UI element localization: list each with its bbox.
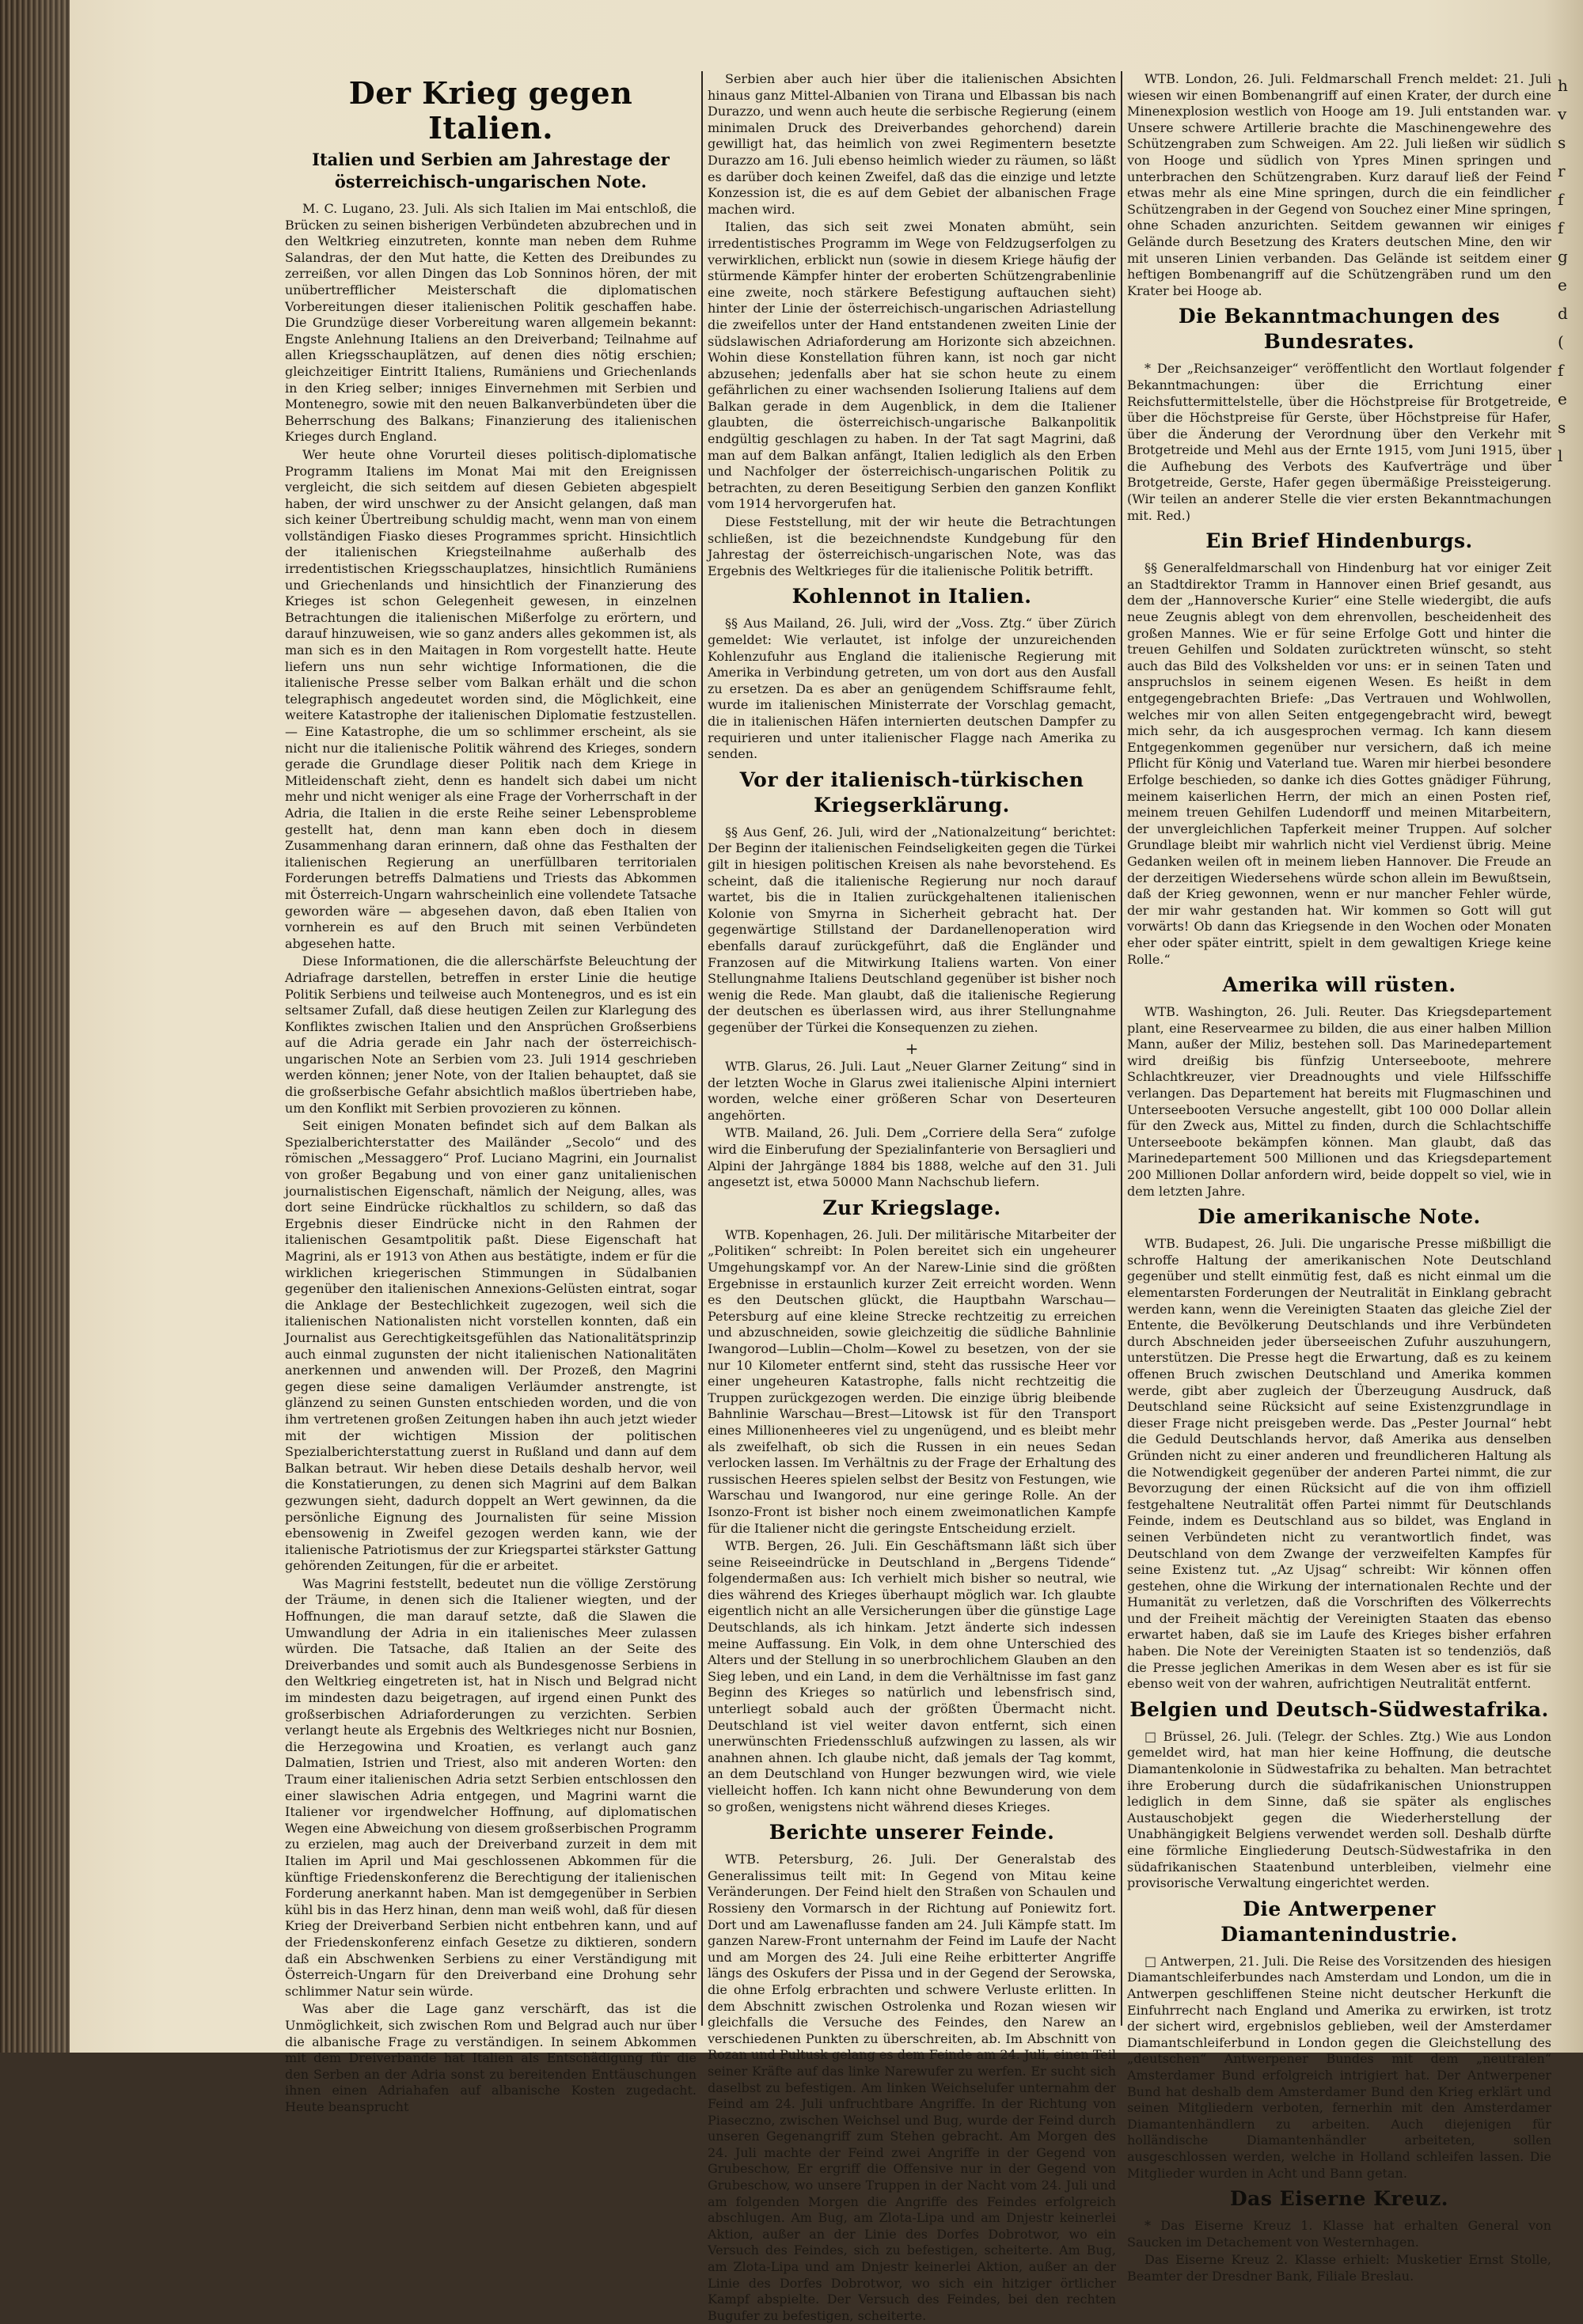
headline-krieg-italien: Der Krieg gegen Italien. <box>348 75 633 146</box>
paragraph: * Der „Reichsanzeiger“ veröffentlicht den Wortlaut folgender Bekanntmachungen: über die Errichtung einer Reichsfuttermittelstelle, über die Höchstpreise für Brotgetreide, über die Höchstpreise für Gerste, über Höchstpreise für Hafer, über die Änderung der Verordnung über den Verkehr mit Brotgetreide und Mehl aus der Ernte 1915, vom Juni 1915, über die Aufhebung des Verbots des Kaufverträge und über Brotgetreide, Gerste, Hafer gegen übermäßige Preissteigerung. (Wir teilen an anderer Stelle die vier ersten Bekanntmachungen mit. Red.) <box>1127 361 1551 523</box>
column-2 <box>708 71 1116 2323</box>
book-binding <box>0 0 70 2053</box>
edge-glyph: r <box>1558 161 1566 180</box>
paragraph: Diese Informationen, die die allerschärfste Beleuchtung der Adriafrage darstellen, betreffen in erster Linie die heutige Politik Serbiens und teilweise auch Montenegros, und es ist ein seltsamer Zufall, daß diese heutigen Zeilen zur Klarlegung des Konfliktes zwischen Italien und den Ansprüchen Großserbiens auf die Adria gerade ein Jahr nach der österreichisch-ungarischen Note an Serbien vom 23. Juli 1914 geschrieben werden können; jener Note, von der Italien behauptet, daß sie die großserbische Gefahr absichtlich maßlos übertrieben habe, um den Konflikt mit Serbien provozieren zu können. <box>285 953 697 1116</box>
paragraph: WTB. Mailand, 26. Juli. Dem „Corriere della Sera“ zufolge wird die Einberufung der Spezialinfanterie von Bersaglieri und Alpini der Jahrgänge 1884 bis 1888, welche auf den 31. Juli angesetzt ist, etwa 50000 Mann Nachschub liefern. <box>708 1125 1116 1190</box>
article-eiserne-kreuz <box>1127 2218 1551 2284</box>
headline-kohlennot: Kohlennot in Italien. <box>792 585 1032 608</box>
headline-bundesrat: Die Bekanntmachungen des Bundesrates. <box>1178 305 1501 354</box>
paragraph: WTB. Budapest, 26. Juli. Die ungarische Presse mißbilligt die schroffe Haltung der amerikanischen Note Deutschland gegenüber und stellt einmütig fest, daß es nicht einmal um die elementarsten Forderungen der Neutralität in Einklang gebracht werden kann, wenn die Vereinigten Staaten das gleiche Ziel der Entente, die Bevölkerung Deutschlands und ihre Verbündeten durch Abschneiden jeder überseeischen Zufuhr auszuhungern, unterstützen. Die Presse hegt die Erwartung, daß es zu keinem offenen Bruch zwischen Deutschland und Amerika kommen werde, gibt aber zugleich der Überzeugung Ausdruck, daß Deutschland seine Rücksicht auf seine Existenzgrundlage in dieser Frage nicht preisgeben werde. Das „Pester Journal“ hebt die Geduld Deutschlands hervor, daß Amerika aus denselben Gründen nicht zu einer anderen und freundlicheren Haltung als die Notwendigkeit gegenüber der anderen Partei nimmt, die zur Bevorzugung der einen Rücksicht auf die von ihm offiziell festgehaltene Neutralität offen Partei nimmt für Deutschlands Feinde, indem es Deutschland aus so bildet, was England in seinen Verbündeten nicht zu verantwortlich findet, was Deutschland von dem Zwange der verzweifelten Kampfes für seine Existenz tut. „Az Ujsag“ schreibt: Wir können offen gestehen, ohne die Wirkung der internationalen Rechte und der Humanität zu verletzen, daß die Vorschriften des Völkerrechts und der Freiheit mächtig der Vereinigten Staaten das ebenso erwartet haben, daß sie im Laufe des Krieges bisher erfahren haben. Die Note der Vereinigten Staaten ist so tendenziös, daß die Presse jeglichen Amerikas in dem Wesen aber es ist für sie ebenso weit von der wahren, aufrichtigen Neutralität entfernt. <box>1127 1236 1551 1692</box>
paragraph: Wer heute ohne Vorurteil dieses politisch-diplomatische Programm Italiens im Monat Mai mit den Ereignissen vergleicht, die sich seitdem auf diesen Gebieten abgespielt haben, der wird unschwer zu der Ansicht gelangen, daß man sich keiner Übertreibung schuldig macht, wenn man von einem vollständigen Fiasko dieses Programmes spricht. Hinsichtlich der italienischen Kriegsteilnahme außerhalb des irredentistischen Kriegsschauplatzes, hinsichtlich Rumäniens und Griechenlands und hinsichtlich der Finanzierung des Krieges ist schon Gelegenheit gewesen, in einzelnen Betrachtungen die italienischen Mißerfolge zu erörtern, und darauf hinzuweisen, wie so ganz anders alles gekommen ist, als man sich es in den Maitagen in Rom vorgestellt hatte. Heute liefern uns nun sehr wichtige Informationen, die die italienische Presse selber vom Balkan erhält und die schon telegraphisch angedeutet worden sind, die Möglichkeit, eine weitere Katastrophe der italienischen Diplomatie festzustellen. — Eine Katastrophe, die um so schlimmer erscheint, als sie nicht nur die italienische Politik während des Krieges, sondern gerade die Grundlage dieser Politik nach dem Kriege in Mitleidenschaft zieht, denn es handelt sich dabei um nicht mehr und nicht weniger als eine Frage der Vorherrschaft in der Adria, die Italien in die erste Reihe seiner Lebensprobleme gestellt hat, denn man kann eben doch in diesem Zusammenhang daran erinnern, daß ohne das Festhalten der italienischen Regierung an unerfüllbaren territorialen Forderungen betreffs Dalmatiens und Triests das Abkommen mit Österreich-Ungarn wahrscheinlich eine vollendete Tatsache geworden wäre — abgesehen davon, daß eben Italien von vornherein es auf den Bruch mit seinen Verbündeten abgesehen hatte. <box>285 446 697 951</box>
paragraph: WTB. London, 26. Juli. Feldmarschall French meldet: 21. Juli wiesen wir einen Bombenangriff auf einen Krater, der durch eine Minenexplosion westlich von Hooge am 19. Juli entstanden war. Unsere schwere Artillerie brachte die Maschinengewehre des Schützengraben zum Schweigen. Am 22. Juli ließen wir südlich von Hooge und südlich von Ypres Minen springen und unterbrachen den Schützengraben. Kurz darauf ließ der Feind etwas mehr als eine Mine springen, durch die ein feindlicher Schützengraben in der Gegend von Souchez einer Mine springen, ohne Schaden anzurichten. Seitdem gewannen wir einiges Gelände durch Besetzung des Kraters deutschen Mine, den wir mit unseren Linien verbanden. Das Gelände ist seitdem einer heftigen Bombenangriff auf die Schützengräben rund um den Krater bei Hooge ab. <box>1127 71 1551 298</box>
edge-glyph: d <box>1558 304 1568 323</box>
edge-glyph: s <box>1558 133 1566 152</box>
next-page-edge-fragment <box>1558 71 1583 2026</box>
article-alpini <box>708 1059 1116 1191</box>
article-body-continued <box>708 71 1116 579</box>
paragraph: WTB. Bergen, 26. Juli. Ein Geschäftsmann läßt sich über seine Reiseeindrücke in Deutschland in „Bergens Tidende“ folgendermaßen aus: Ich verhielt mich bisher so neutral, wie dies während des Krieges überhaupt möglich war. Ich glaubte eigentlich nicht an alle Versicherungen über die günstige Lage Deutschlands, als ich hinkam. Jetzt änderte sich indessen meine Auffassung. Ein Volk, in dem ohne Unterschied des Alters und der Stellung in so unerbrochlichem Glauben an den Sieg leben, und ein Land, in dem die Verhältnisse im fast ganz Beginn des Krieges so natürlich und lebensfrisch sind, unterliegt sobald auch der größten Übermacht nicht. Deutschland ist viel weiter davon entfernt, sich einen unerwünschten Friedensschluß aufzwingen zu lassen, als wir anahnen ahnen. Ich glaube nicht, daß jemals der Tag kommt, an dem Deutschland von Hunger bezwungen wird, wie viele vielleicht hoffen. Ich kann nicht ohne Bewunderung von dem so großen, wenigstens nicht während dieses Krieges. <box>708 1538 1116 1814</box>
edge-glyph: v <box>1558 104 1567 123</box>
article-amerikanische-note <box>1127 1236 1551 1693</box>
edge-glyph: f <box>1558 361 1564 380</box>
edge-glyph: e <box>1558 389 1567 408</box>
paragraph: * Das Eiserne Kreuz 1. Klasse hat erhalten General von Saucken im Detachement von Westernhagen. <box>1127 2218 1551 2250</box>
headline-eiserne-kreuz: Das Eiserne Kreuz. <box>1229 2187 1449 2211</box>
edge-glyph: ( <box>1558 332 1564 351</box>
article-body <box>285 201 697 2115</box>
paragraph: WTB. Glarus, 26. Juli. Laut „Neuer Glarner Zeitung“ sind in der letzten Woche in Glarus zwei italienische Alpini interniert worden, welche einer größeren Schar von Deserteuren angehörten. <box>708 1059 1116 1123</box>
article-kohlennot <box>708 616 1116 762</box>
column-rule-2 <box>1121 71 1122 2026</box>
paragraph: WTB. Kopenhagen, 26. Juli. Der militärische Mitarbeiter der „Politiken“ schreibt: In Polen bereitet sich ein ungeheurer Umgehungskampf vor. An der Narew-Linie sind die größten Ergebnisse in erstaunlich kurzer Zeit erreicht worden. Wenn es den Deutschen glückt, die Hauptbahn Warschau—Petersburg auf eine kleine Strecke rechtzeitig zu erreichen und abzuschneiden, sowie gleichzeitig die südliche Bahnlinie Iwangorod—Lublin—Cholm—Kowel zu besetzen, von der sie nur 10 Kilometer entfernt sind, steht das russische Heer vor einer ungeheuren Katastrophe, falls nicht rechtzeitig die Truppen zurückgezogen werden. Die einzige übrig bleibende Bahnlinie Warschau—Brest—Litowsk ist für den Transport eines Millionenheeres viel zu ungenügend, und es bleibt mehr als zweifelhaft, ob sich die Russen in ein neues Sedan verlocken lassen. Im Verhältnis zu der Frage der Erhaltung des russischen Heeres spielen selbst der Besitz von Festungen, wie Warschau und Iwangorod, nur eine geringe Rolle. An der Isonzo-Front ist bisher noch einem zweimonatlichen Kampfe für die Italiener nicht die geringste Entscheidung erzielt. <box>708 1226 1116 1536</box>
edge-glyph: f <box>1558 190 1564 209</box>
edge-glyph: e <box>1558 275 1567 294</box>
headline-berichte-feinde: Berichte unserer Feinde. <box>769 1821 1055 1844</box>
column-rule-1 <box>701 71 703 2026</box>
paragraph: Italien, das sich seit zwei Monaten abmüht, sein irredentistisches Programm im Wege von Feldzugserfolgen zu verwirklichen, erblickt nun (sowie in diesem Kriege häufig der stürmende Kämpfer hinter der eroberten Schützengrabenlinie eine zweite, noch stärkere Befestigung auftauchen sieht) hinter der Linie der österreichisch-ungarischen Adriastellung die zweifellos unter der Hand entstandenen zweiten Linie der südslawischen Adriaforderung am Horizonte sich abzeichnen. Wohin diese Konstellation führen kann, ist noch gar nicht abzusehen; jedenfalls aber hat sie schon heute zu einem gefährlichen zu einer wachsenden Isolierung Italiens auf dem Balkan gerade in dem Augenblick, in dem die Italiener glaubten, die österreichisch-ungarische Balkanpolitik endgültig geschlagen zu haben. In der Tat sagt Magrini, daß man auf dem Balkan anfängt, Italien lediglich als den Erben und Nachfolger der österreichisch-ungarischen Politik zu betrachten, zu deren Beseitigung Serbien den ganzen Konflikt vom 1914 hervorgerufen hat. <box>708 219 1116 512</box>
article-hindenburg <box>1127 560 1551 968</box>
edge-glyph: h <box>1558 76 1568 95</box>
paragraph: Seit einigen Monaten befindet sich auf dem Balkan als Spezialberichterstatter des Mailänder „Secolo“ und des römischen „Messaggero“ Prof. Luciano Magrini, ein Journalist von großer Begabung und von einer ganz unitalienischen journalistischen Eigenschaft, nämlich der Neigung, alles, was dort seine Eindrücke rückhaltlos zu schildern, so daß das Ergebnis dieser Eindrücke nicht in den Rahmen der italienischen Gesamtpolitik paßt. Diese Eigenschaft hat Magrini, als er 1913 von Athen aus bestätigte, indem er für die wirklichen kriegerischen Stimmungen in Südalbanien gegenüber den italienischen Annexions-Gelüsten eintrat, sogar die Anklage der Bestechlichkeit zugezogen, weil sich die italienischen Nationalisten nicht vorstellen konnten, daß ein Journalist aus Gerechtigkeitsgefühlen das Nationalitätsprinzip auch einmal zugunsten der nicht italienischen Nationalitäten anerkennen und anwenden will. Der Prozeß, den Magrini gegen diese seine damaligen Verläumder anstrengte, ist glänzend zu seinen Gunsten entschieden worden, und die von ihm vertretenen großen Zeitungen haben ihn auch jetzt wieder mit der wichtigen Mission der politischen Spezialberichterstattung zuerst in Rußland und dann auf dem Balkan betraut. Wir heben diese Details deshalb hervor, weil die Konstatierungen, zu denen sich Magrini auf dem Balkan gezwungen sieht, dadurch doppelt an Wert gewinnen, da die persönliche Eignung des Journalisten für seine Mission ebensowenig in Zweifel gezogen werden kann, wie der italienische Patriotismus der zur Kriegspartei stärkster Gattung gehörenden Zeitungen, für die er arbeitet. <box>285 1118 697 1574</box>
paragraph: M. C. Lugano, 23. Juli. Als sich Italien im Mai entschloß, die Brücken zu seinen bisherigen Verbündeten abzubrechen und in den Weltkrieg einzutreten, konnte man neben dem Ruhme Salandras, der den Mut hatte, die Ketten des Dreibundes zu zerreißen, vor allen Dingen das Lob Sonninos hören, der mit unübertrefflicher Meisterschaft die diplomatischen Vorbereitungen dieser italienischen Politik geschaffen habe. Die Grundzüge dieser Vorbereitung waren allgemein bekannt: Engste Anlehnung Italiens an den Dreiverband; Teilnahme auf allen Kriegsschauplätzen, auf denen dies nötig erschien; gleichzeitiger Eintritt Italiens, Rumäniens und Griechenlands in den Krieg selber; inniges Einvernehmen mit Serbien und Montenegro, sowie mit den neuen Balkanverbündeten über die Beherrschung des Balkans; Finanzierung des italienischen Krieges durch England. <box>285 201 697 445</box>
paragraph: Was Magrini feststellt, bedeutet nun die völlige Zerstörung der Träume, in denen sich die Italiener wiegten, und der Hoffnungen, die man darauf setzte, daß die Slawen die Umwandlung der Adria in ein italienisches Meer zulassen würden. Die Tatsache, daß Italien an der Seite des Dreiverbandes und somit auch als Bundesgenosse Serbiens in den Weltkrieg eingetreten ist, hat in Nisch und Belgrad nicht im mindesten dazu beigetragen, auf irgend einen Punkt des großserbischen Adriaforderungen zu verzichten. Serbien verlangt heute als Ergebnis des Weltkrieges nicht nur Bosnien, die Herzegowina und Kroatien, es verlangt auch ganz Dalmatien, Istrien und Triest, also mit anderen Worten: den Traum einer italienischen Adria setzt Serbien entschlossen den einer slawischen Adria entgegen, und Magrini warnt die Italiener vor irgendwelcher Hoffnung, auf diplomatischen Wegen eine Abweichung von diesem großserbischen Programm zu erzielen, mag auch der Dreiverband zurzeit in dem mit Italien im April und Mai geschlossenen Abkommen für die künftige Friedenskonferenz die Berechtigung der italienischen Forderung anerkannt haben. Man ist demgegenüber in Serbien kühl bis in das Herz hinan, denn man weiß wohl, daß für diesen Krieg der Dreiverband Serbien nicht entbehren kann, und auf der Friedenskonferenz einfach Gesetze zu diktieren, sondern daß ein Abschwenken Serbiens zu einer Verständigung mit Österreich-Ungarn für den Dreiverband eine Drohung sehr schlimmer Natur sein würde. <box>285 1575 697 1999</box>
article-belgien-suedwestafrika <box>1127 1729 1551 1892</box>
headline-amerikanische-note: Die amerikanische Note. <box>1198 1205 1481 1229</box>
edge-glyph: g <box>1558 247 1568 266</box>
edge-glyph: s <box>1558 418 1566 437</box>
headline-tuerkei: Vor der italienisch-türkischen Kriegserklärung. <box>739 768 1084 817</box>
headline-amerika-ruesten: Amerika will rüsten. <box>1222 973 1456 997</box>
article-tuerkei <box>708 825 1116 1037</box>
article-diamantenindustrie <box>1127 1954 1551 2182</box>
paragraph: □ Antwerpen, 21. Juli. Die Reise des Vorsitzenden des hiesigen Diamantschleiferbundes nach Amsterdam und London, um die in Antwerpen geschliffenen Steine nicht deutscher Herkunft die Einfuhrrecht nach England und Amerika zu erwirken, ist trotz der sichert wird, ergebnislos geblieben, weil der Amsterdamer Diamantschleiferbund in London gegen die Gleichstellung des „deutschen“ Antwerpener Bundes mit dem „neutralen“ Amsterdamer Bund erfolgreich intrigiert hat. Der Antwerpener Bund hat deshalb dem Amsterdamer Bund den Krieg erklärt und seinen Mitgliedern verboten, fernerhin mit den Amsterdamer Diamantenhändlern zu arbeiten. Auch diejenigen für holländische Diamantenhändler arbeiteten, sollen ausgeschlossen werden, welche in Holland schleifen lassen. Die Mitglieder wurden in Acht und Bann getan. <box>1127 1953 1551 2181</box>
paragraph: Diese Feststellung, mit der wir heute die Betrachtungen schließen, ist die bezeichnendste Kundgebung für den Jahrestag der österreichisch-ungarischen Note, was das Ergebnis des Weltkrieges für die italienische Politik betrifft. <box>708 514 1116 578</box>
paragraph: Serbien aber auch hier über die italienischen Absichten hinaus ganz Mittel-Albanien von Tirana und Elbassan bis nach Durazzo, und wenn auch heute die serbische Regierung (einem minimalen Druck des Dreiverbandes gehorchend) darein gewilligt hat, das heimlich von zwei Regimentern besetzte Durazzo am 16. Juli ebenso heimlich wieder zu räumen, so läßt es darüber doch keinen Zweifel, daß das die einzige und letzte Konzession ist, die es auf dem Gebiet der albanischen Frage machen wird. <box>708 71 1116 217</box>
headline-hindenburg: Ein Brief Hindenburgs. <box>1205 529 1473 553</box>
article-bundesrat <box>1127 361 1551 524</box>
headline-kriegslage: Zur Kriegslage. <box>822 1196 1001 1219</box>
article-kriegslage <box>708 1227 1116 1815</box>
edge-glyph: l <box>1558 446 1563 465</box>
paragraph: WTB. Petersburg, 26. Juli. Der Generalstab des Generalissimus teilt mit: In Gegend von Mitau keine Veränderungen. Der Feind hielt den Straßen von Schaulen und Rossieny den Vormarsch in der Richtung auf Poniewitz fort. Dort und am Lawenaflusse fanden am 24. Juli Kämpfe statt. Im ganzen Narew-Front unternahm der Feind im Laufe der Nacht und am Morgen des 24. Juli eine Reihe erbitterter Angriffe längs des Oskufers der Pissa und in der Gegend der Serowska, die ohne Erfolg erbrachten und schwere Verluste erlitten. In dem Abschnitt zwischen Ostrolenka und Rozan wiesen wir gleichfalls die Versuche des Feindes, den Narew an verschiedenen Punkten zu überschreiten, ab. Im Abschnitt von Rozan und Pultusk gelang es dem Feinde am 24. Juli, einen Teil seiner Kräfte auf das linke Narewufer zu werfen. Er sucht sich daselbst zu befestigen. Am linken Weichselufer unternahm der Feind am 24. Juli unfruchtbare Angriffe. In der Richtung von Piaseczno, zwischen Weichsel und Bug, wurde der Feind durch unseren Gegenangriff zum Stehen gebracht. Am Morgen des 24. Juli machte der Feind zwei Angriffe in der Gegend von Grubeschow, Er ergriff die Offensive nur in der Gegend von Grubeschow, wo unsere Truppen in der Nacht vom 24. Juli und am folgenden Morgen die Angriffe des Feindes erfolgreich abschlugen. Am Bug, am Zlota-Lipa und am Dnjestr keinerlei Aktion, außer an der Linie des Dorfes Dobrotwor, wo ein Versuch des Feindes, sich zu befestigen, scheiterte. Am Bug, am Zlota-Lipa und am Dnjestr keinerlei Aktion, außer an der Linie des Dorfes Dobrotwor, wo sich ein hitziger örtlicher Kampf abspielte. Der Versuch des Feindes, bei den rechten Bugufer zu befestigen, scheiterte. <box>708 1852 1116 2323</box>
article-amerika-ruesten <box>1127 1004 1551 1200</box>
article-london <box>1127 71 1551 299</box>
paragraph: Das Eiserne Kreuz 2. Klasse erhielt: Musketier Ernst Stolle, Beamter der Dresdner Bank, Filiale Breslau. <box>1127 2252 1551 2284</box>
paragraph: □ Brüssel, 26. Juli. (Telegr. der Schles. Ztg.) Wie aus London gemeldet wird, hat man hier keine Hoffnung, die deutsche Diamantenkolonie in Südwestafrika zu behalten. Man betrachtet ihre Eroberung durch die südafrikanischen Unionstruppen lediglich in dem Sinne, daß sie später als englisches Austauschobjekt gegen die Wiederherstellung der Unabhängigkeit Belgiens verwendet werden soll. Deshalb dürfte eine förmliche Eingliederung Deutsch-Südwestafrika in den südafrikanischen Staatenbund unterbleiben, vielmehr eine provisorische Verwaltung eingerichtet werden. <box>1127 1728 1551 1891</box>
paragraph: Was aber die Lage ganz verschärft, das ist die Unmöglichkeit, sich zwischen Rom und Belgrad auch nur über die albanische Frage zu verständigen. In seinem Abkommen mit dem Dreiverbande hat Italien als Entschädigung für die den Serben an der Adria sonst zu bereitenden Enttäuschungen ihnen einen Adriahafen auf albanische Kosten zugedacht. Heute beansprucht <box>285 2001 697 2114</box>
column-1 <box>285 71 697 2114</box>
article-berichte-feinde <box>708 1852 1116 2324</box>
paragraph: WTB. Washington, 26. Juli. Reuter. Das Kriegsdepartement plant, eine Reservearmee zu bilden, die aus einer halben Million Mann, außer der Miliz, bestehen soll. Das Marinedepartement wird dreißig bis fünfzig Unterseeboote, mehrere Schlachtkreuzer, vier Dreadnoughts und viele Hilfsschiffe verlangen. Das Departement hat bereits mit Flugmaschinen und Unterseebooten Versuche angestellt, gibt 100 000 Dollar allein für den Zweck aus, Mittel zu finden, durch die Schlachtschiffe Unterseeboote bekämpfen können. Man glaubt, daß das Marinedepartement 500 Millionen und das Kriegsdepartement 200 Millionen Dollar anfordern wird, beide doppelt so viel, wie in dem letzten Jahre. <box>1127 1004 1551 1199</box>
headline-diamantenindustrie: Die Antwerpener Diamantenindustrie. <box>1220 1897 1458 1946</box>
headline-belgien-suedwestafrika: Belgien und Deutsch-Südwestafrika. <box>1129 1697 1549 1721</box>
column-3 <box>1127 71 1551 2284</box>
paragraph: §§ Aus Mailand, 26. Juli, wird der „Voss. Ztg.“ über Zürich gemeldet: Wie verlautet, ist infolge der unzureichenden Kohlenzufuhr aus England die italienische Regierung mit Amerika in Verbindung getreten, um von dort aus den Ausfall zu ersetzen. Da es aber an genügendem Schiffsraume fehlt, wurde im italienischen Ministerrate der Vorschlag gemacht, die in italienischen Häfen internierten deutschen Dampfer zu requirieren und unter italienischer Flagge nach Amerika zu senden. <box>708 616 1116 762</box>
paragraph: §§ Aus Genf, 26. Juli, wird der „Nationalzeitung“ berichtet: Der Beginn der italienischen Feindseligkeiten gegen die Türkei gilt in hiesigen politischen Kreisen als nahe bevorstehend. Es scheint, daß die italienische Regierung nur noch darauf wartet, bis die in Italien zurückgehaltenen italienischen Kolonie von Smyrna in Sicherheit gebracht hat. Der gegenwärtige Stillstand der Dardanellenoperation wird ebenfalls darauf zurückgeführt, daß die Engländer und Franzosen auf die Mitwirkung Italiens warten. Von einer Stellungnahme Italiens Deutschland gegenüber ist bisher noch wenig die Rede. Man glaubt, daß die italienische Regierung der deutschen es überlassen wird, aus ihrer Stellungnahme gegenüber der Türkei die Konsequenzen zu ziehen. <box>708 824 1116 1035</box>
edge-glyph: f <box>1558 218 1564 237</box>
separator-cross: + <box>905 1039 919 1059</box>
paragraph: §§ Generalfeldmarschall von Hindenburg hat vor einiger Zeit an Stadtdirektor Tramm in Hannover einen Brief gesandt, aus dem der „Hannoversche Kurier“ eine Stelle wiedergibt, die aufs neue Zeugnis ablegt von dem ehrenvollen, bescheidenheit des großen Mannes. Wie er für seine Erfolge Gott und hinter die treuen Gehilfen und Soldaten zurücktreten wünscht, so steht auch das Bild des Volkshelden vor uns: er in seinen Taten und anspruchslos in seinem eigenen Wesen. Es heißt in dem entgegengebrachten Briefe: „Das Vertrauen und Wohlwollen, welches mir von allen Seiten entgegengebracht wird, bewegt mich sehr, da ich ausgesprochen vermag. Ich kann diesem Entgegenkommen gegenüber nur versichern, daß ich meine Pflicht für König und Vaterland tue. Waren mir hierbei besondere Erfolge beschieden, so danke ich dies Gottes gnädiger Führung, meinem kaiserlichen Herrn, der mich an einen Posten rief, meinem treuen Gehilfen Ludendorff und meinen Mitarbeitern, der unvergleichlichen Tapferkeit meiner Truppen. Auf solcher Grundlage bleibt mir wahrlich nicht viel Verdienst übrig. Meine Gedanken weilen oft in meinem lieben Hannover. Die Freude an der derzeitigen Wiedersehens würde schon allein im Bewußtsein, daß der Krieg gewonnen, wenn er nur mancher Fehler würde, der mir wahr gestanden hat. Wir kommen so Gott will gut vorwärts! Ob dann das Kriegsende in den Wochen oder Monaten eher oder später eintritt, spielt in dem gewaltigen Kriege keine Rolle.“ <box>1127 560 1551 967</box>
subheadline-italien-serbien: Italien und Serbien am Jahrestage der österreichisch-ungarischen Note. <box>312 150 670 191</box>
